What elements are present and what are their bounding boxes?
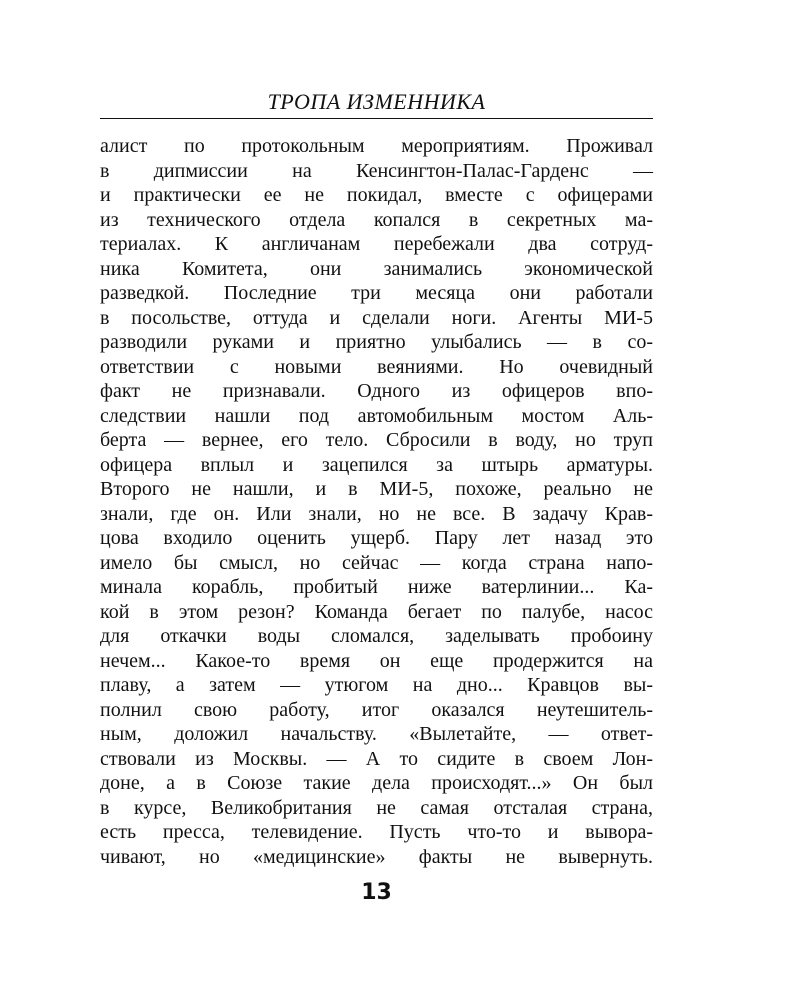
text-line: териалах. К англичанам перебежали два сотруд- — [100, 233, 653, 255]
text-line: ответствии с новыми веяниями. Но очевидный — [100, 355, 653, 378]
text-line: следствии нашли под автомобильным мостом Аль- — [100, 404, 653, 427]
text-line: нечем... Какое-то время он еще продержится на — [100, 649, 653, 672]
text-line: офицера вплыл и зацепился за штырь арматуры. — [100, 453, 653, 476]
text-line: кой в этом резон? Команда бегает по палубе, насос — [100, 600, 653, 623]
text-line: ным, доложил начальству. «Вылетайте, — ответ- — [100, 723, 653, 745]
text-line: ствовали из Москвы. — А то сидите в своем Лон- — [100, 747, 653, 770]
text-line: разведкой. Последние три месяца они работали — [100, 282, 653, 304]
running-head: ТРОПА ИЗМЕННИКА — [267, 89, 486, 114]
text-line: разводили руками и приятно улыбались — в со- — [100, 331, 653, 353]
text-line: для откачки воды сломался, заделывать пробоину — [100, 625, 653, 647]
body-text — [100, 134, 653, 869]
text-line: Второго не нашли, и в МИ-5, похоже, реально не — [100, 478, 653, 500]
text-line: доне, а в Союзе такие дела происходят...» Он был — [100, 772, 653, 794]
text-line: полнил свою работу, итог оказался неутешитель- — [100, 698, 653, 721]
text-line: в посольстве, оттуда и сделали ноги. Агенты МИ-5 — [100, 306, 653, 329]
text-line: из технического отдела копался в секретных ма- — [100, 208, 653, 231]
text-line: плаву, а затем — утюгом на дно... Кравцов вы- — [100, 674, 653, 696]
text-line: минала корабль, пробитый ниже ватерлинии... Ка- — [100, 576, 653, 598]
text-line: имело бы смысл, но сейчас — когда страна напо- — [100, 551, 653, 574]
text-line: чивают, но «медицинские» факты не вывернуть. — [100, 845, 653, 868]
text-line: есть пресса, телевидение. Пусть что-то и вывора- — [100, 821, 653, 843]
text-line: в дипмиссии на Кенсингтон-Палас-Гарденс — — [100, 159, 653, 182]
text-line: в курсе, Великобритания не самая отсталая страна, — [100, 796, 653, 819]
text-line: берта — вернее, его тело. Сбросили в воду, но труп — [100, 429, 653, 451]
text-line: факт не признавали. Одного из офицеров впо- — [100, 380, 653, 402]
header-rule — [100, 118, 653, 119]
page-number: 13 — [361, 880, 392, 905]
text-line: и практически ее не покидал, вместе с офицерами — [100, 184, 653, 206]
text-line: знали, где он. Или знали, но не все. В задачу Крав- — [100, 502, 653, 525]
text-line: ника Комитета, они занимались экономической — [100, 257, 653, 280]
text-line: алист по протокольным мероприятиям. Проживал — [100, 135, 653, 157]
text-line: цова входило оценить ущерб. Пару лет назад это — [100, 527, 653, 549]
